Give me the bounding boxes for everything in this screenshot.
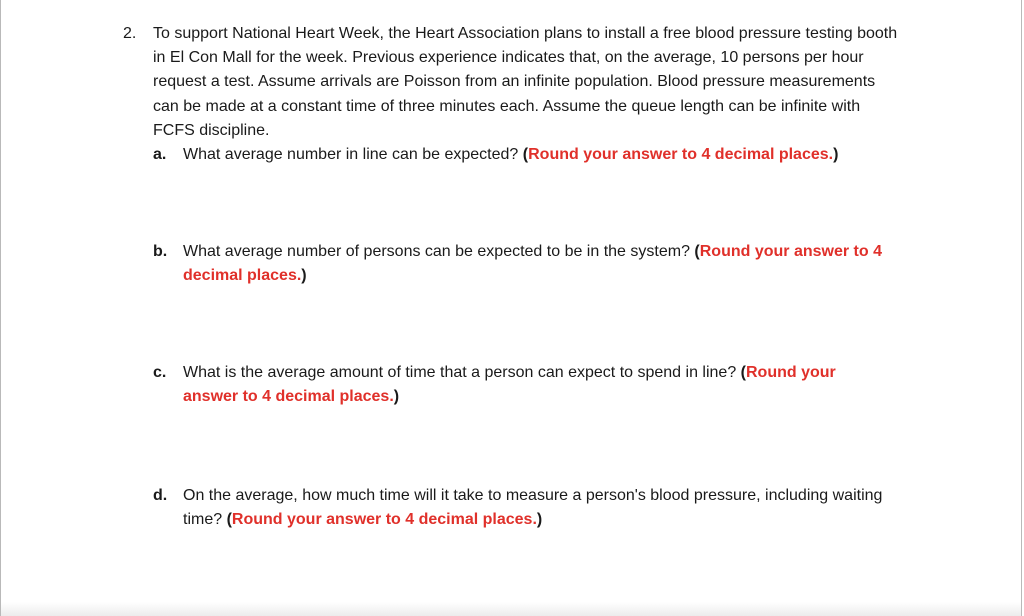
- part-text: [183, 484, 895, 532]
- part-question: On the average, how much time will it take to measure a person's blood pressure, including waiting time?: [183, 487, 883, 529]
- page-bottom-shadow: [1, 602, 1021, 616]
- rounding-instruction: Round your answer to 4 decimal places.: [231, 511, 537, 529]
- part-question: What is the average amount of time that a person can expect to spend in line?: [183, 364, 737, 381]
- part-text: [183, 143, 895, 167]
- part-letter: d.: [153, 487, 168, 504]
- part-letter: a.: [153, 146, 167, 163]
- close-paren: ): [301, 267, 307, 285]
- part-text: [183, 240, 895, 288]
- question-2: [123, 22, 913, 143]
- rounding-instruction: Round your answer to 4 decimal places.: [183, 364, 836, 406]
- close-paren: ): [393, 388, 400, 406]
- open-paren: (: [226, 511, 232, 529]
- part-a: [153, 143, 893, 167]
- part-c: [153, 361, 893, 409]
- part-letter: c.: [153, 364, 167, 381]
- open-paren: (: [740, 364, 746, 381]
- open-paren: (: [522, 146, 529, 163]
- rounding-instruction: Round your answer to 4 decimal places.: [528, 146, 834, 163]
- open-paren: (: [694, 243, 700, 260]
- question-text: To support National Heart Week, the Heart Association plans to install a free blood pressure testing booth in El Con Mall for the week. Previous experience indicates that, on the average, 10 persons per hour request a test. Assume arrivals are Poisson from an infinite population. Blood pressure measurements can be made at a constant time of three minutes each. Assume the queue length can be infinite with FCFS discipline.: [153, 25, 898, 139]
- part-text: [183, 361, 895, 409]
- part-letter: b.: [153, 243, 168, 260]
- close-paren: ): [833, 146, 839, 163]
- part-b: [153, 240, 893, 288]
- part-question: What average number in line can be expected?: [183, 146, 519, 163]
- rounding-instruction: Round your answer to 4 decimal places.: [183, 243, 882, 285]
- close-paren: ): [536, 511, 543, 529]
- question-number: 2.: [123, 25, 137, 42]
- part-d: [153, 484, 893, 532]
- part-question: What average number of persons can be expected to be in the system?: [183, 243, 690, 260]
